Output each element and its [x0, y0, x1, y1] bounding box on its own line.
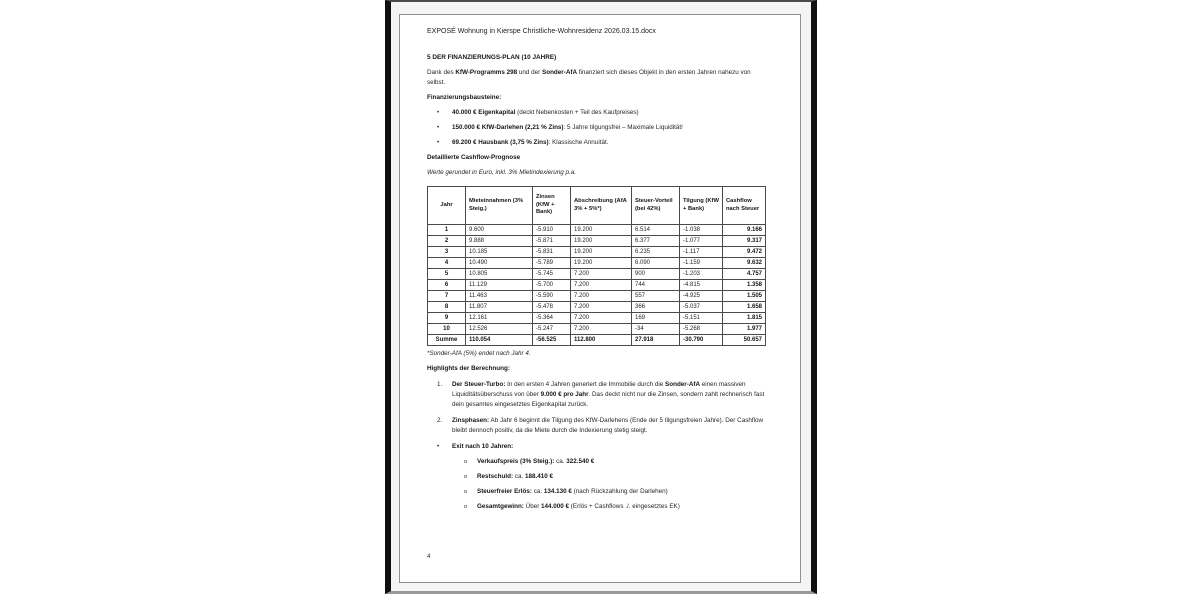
table-cell: 7	[428, 291, 466, 302]
table-row	[428, 269, 766, 280]
table-cell: 27.918	[632, 335, 680, 346]
table-cell: 9.632	[723, 258, 766, 269]
text-segment: Über	[523, 503, 542, 510]
exit-item	[427, 487, 767, 497]
table-cell: 110.054	[466, 335, 533, 346]
table-cell: -1.038	[680, 225, 723, 236]
text-segment: 144.000 €	[541, 503, 570, 510]
table-cell: -1.077	[680, 236, 723, 247]
text-segment: Dank des	[427, 69, 456, 76]
table-row	[428, 324, 766, 335]
text-segment: finanziert sich dieses Objekt in den ersten Jahren nahezu von selbst.	[427, 69, 751, 86]
table-cell: 19.200	[571, 236, 632, 247]
highlights-list	[427, 380, 767, 436]
table-cell: -5.871	[533, 236, 571, 247]
section-heading: 5 DER FINANZIERUNGS-PLAN (10 JAHRE)	[427, 54, 557, 61]
exit-item-text	[477, 472, 767, 482]
cashflow-table-header	[428, 187, 766, 225]
table-cell: -56.525	[533, 335, 571, 346]
text-segment: einen massiven Liquiditätsüberschuss von über	[452, 381, 746, 398]
table-cell: -34	[632, 324, 680, 335]
highlight-item	[427, 416, 767, 436]
bullet-text	[452, 138, 767, 148]
table-cell: 366	[632, 302, 680, 313]
text-segment: Gesamtgewinn:	[477, 503, 524, 510]
document-viewer-frame	[385, 0, 817, 594]
table-cell: 900	[632, 269, 680, 280]
bullet-text	[452, 108, 767, 118]
text-segment: : 5 Jahre tilgungsfrei – Maximale Liquidität!	[563, 124, 683, 131]
table-cell: 7.200	[571, 291, 632, 302]
table-row	[428, 258, 766, 269]
exit-item	[427, 502, 767, 512]
table-cell: 6.235	[632, 247, 680, 258]
exit-item	[427, 457, 767, 467]
table-cell: 10	[428, 324, 466, 335]
table-row	[428, 291, 766, 302]
sub-bullet-marker: o	[464, 504, 468, 510]
table-cell: 9.600	[466, 225, 533, 236]
table-row	[428, 225, 766, 236]
column-header: Jahr	[428, 187, 466, 225]
list-number: 1.	[437, 381, 443, 388]
table-cell: 50.657	[723, 335, 766, 346]
table-cell: 7.200	[571, 313, 632, 324]
text-segment: 134.130 €	[543, 488, 572, 495]
table-row	[428, 280, 766, 291]
highlight-text	[452, 380, 767, 410]
text-segment: ca.	[554, 458, 567, 465]
text-segment: 150.000 € KfW-Darlehen (2,21 % Zins)	[452, 124, 564, 131]
table-cell: 11.463	[466, 291, 533, 302]
table-cell: 9.317	[723, 236, 766, 247]
table-cell: 9.472	[723, 247, 766, 258]
table-cell: -1.117	[680, 247, 723, 258]
cashflow-heading: Detaillierte Cashflow-Prognose	[427, 154, 521, 161]
bullet-marker: •	[437, 139, 440, 146]
text-segment: ca.	[513, 473, 525, 480]
finanzierung-bullet-list	[427, 108, 767, 148]
finanzierung-heading: Finanzierungsbausteine:	[427, 94, 502, 101]
table-cell: 7.200	[571, 280, 632, 291]
table-cell: -5.364	[533, 313, 571, 324]
table-cell: 7.200	[571, 269, 632, 280]
table-cell: 10.185	[466, 247, 533, 258]
table-cell: 4.757	[723, 269, 766, 280]
exit-heading-row	[427, 442, 767, 452]
bullet-marker: •	[437, 109, 440, 116]
table-cell: -5.478	[533, 302, 571, 313]
table-cell: 1	[428, 225, 466, 236]
text-segment: Steuerfreier Erlös:	[477, 488, 532, 495]
table-cell: 1.358	[723, 280, 766, 291]
text-segment: und der	[517, 69, 543, 76]
text-segment: Zinsphasen:	[452, 417, 490, 424]
table-cell: 10.805	[466, 269, 533, 280]
table-cell: -5.037	[680, 302, 723, 313]
table-cell: -4.815	[680, 280, 723, 291]
exit-item-text	[477, 457, 767, 467]
table-cell: -5.831	[533, 247, 571, 258]
table-row	[428, 313, 766, 324]
table-cell: 11.807	[466, 302, 533, 313]
table-row	[428, 302, 766, 313]
text-segment: (Erlös + Cashflows ./. eingesetztes EK)	[569, 503, 680, 510]
intro-paragraph	[427, 68, 767, 88]
text-segment: (deckt Nebenkosten + Teil des Kaufpreises)	[515, 109, 639, 116]
list-item	[427, 108, 767, 118]
list-number: 2.	[437, 417, 443, 424]
list-item	[427, 138, 767, 148]
table-cell: 5	[428, 269, 466, 280]
table-cell: 6.514	[632, 225, 680, 236]
table-cell: Summe	[428, 335, 466, 346]
exit-item	[427, 472, 767, 482]
text-segment: 69.200 € Hausbank (3,75 % Zins)	[452, 139, 549, 146]
document-page	[399, 14, 801, 583]
table-row	[428, 247, 766, 258]
text-segment: Verkaufspreis (3% Steig.):	[477, 458, 555, 465]
table-cell: 3	[428, 247, 466, 258]
bullet-marker: •	[437, 124, 440, 131]
list-item	[427, 123, 767, 133]
table-cell: -5.247	[533, 324, 571, 335]
table-cell: 8	[428, 302, 466, 313]
highlights-heading: Highlights der Berechnung:	[427, 365, 510, 372]
table-cell: 1.505	[723, 291, 766, 302]
column-header: Zinsen (KfW + Bank)	[533, 187, 571, 225]
sub-bullet-marker: o	[464, 489, 468, 495]
table-footnote: *Sonder-AfA (5%) endet nach Jahr 4.	[427, 350, 531, 357]
table-cell: 4	[428, 258, 466, 269]
text-segment: 188.410 €	[524, 473, 553, 480]
table-cell: -1.203	[680, 269, 723, 280]
table-cell: 1.658	[723, 302, 766, 313]
text-segment: Sonder-AfA	[665, 381, 701, 388]
table-cell: -1.159	[680, 258, 723, 269]
table-cell: 12.161	[466, 313, 533, 324]
sub-bullet-marker: o	[464, 474, 468, 480]
text-segment: . Das deckt nicht nur die Zinsen, sondern zahlt rechnerisch fast dein gesamtes eingesetztes Eigenkapital zurück.	[452, 391, 765, 408]
text-segment: In den ersten 4 Jahren generiert die Immobilie durch die	[505, 381, 666, 388]
table-cell: -5.151	[680, 313, 723, 324]
text-segment: 322.540 €	[566, 458, 595, 465]
text-segment: Der Steuer-Turbo:	[452, 381, 506, 388]
table-cell: 9.888	[466, 236, 533, 247]
sub-bullet-marker: o	[464, 459, 468, 465]
document-title: EXPOSÉ Wohnung in Kierspe Christliche-Wohnresidenz 2026.03.15.docx	[427, 28, 656, 35]
table-cell: 169	[632, 313, 680, 324]
table-cell: 10.490	[466, 258, 533, 269]
column-header: Tilgung (KfW + Bank)	[680, 187, 723, 225]
table-cell: 19.200	[571, 247, 632, 258]
cashflow-table	[427, 186, 766, 346]
table-cell: -4.925	[680, 291, 723, 302]
table-cell: 7.200	[571, 302, 632, 313]
bullet-text	[452, 123, 767, 133]
table-cell: -5.590	[533, 291, 571, 302]
page-content	[400, 15, 800, 512]
exit-item-text	[477, 502, 767, 512]
text-segment: Ab Jahr 6 beginnt die Tilgung des KfW-Darlehens (Ende der 5 tilgungsfreien Jahre). Der Cashflow bleibt dennoch positiv, da die Miete durch die Indexierung stetig steigt.	[452, 417, 764, 434]
table-cell: -5.700	[533, 280, 571, 291]
table-cell: -5.789	[533, 258, 571, 269]
exit-list	[427, 457, 767, 512]
table-cell: 12.526	[466, 324, 533, 335]
bullet-marker: •	[437, 443, 440, 450]
table-cell: 557	[632, 291, 680, 302]
cashflow-note: Werte gerundet in Euro, inkl. 3% Mietindexierung p.a.	[427, 169, 576, 176]
column-header: Abschreibung (AfA 3% + 5%*)	[571, 187, 632, 225]
exit-heading: Exit nach 10 Jahren:	[452, 443, 514, 450]
table-row	[428, 236, 766, 247]
exit-item-text	[477, 487, 767, 497]
text-segment: Sonder-AfA	[542, 69, 578, 76]
table-row	[428, 335, 766, 346]
table-cell: 6.377	[632, 236, 680, 247]
table-cell: -5.745	[533, 269, 571, 280]
highlight-item	[427, 380, 767, 410]
table-cell: 112.800	[571, 335, 632, 346]
table-cell: 6.090	[632, 258, 680, 269]
text-segment: 40.000 € Eigenkapital	[452, 109, 516, 116]
text-segment: (nach Rückzahlung der Darlehen)	[571, 488, 668, 495]
table-cell: 2	[428, 236, 466, 247]
table-cell: 9	[428, 313, 466, 324]
table-cell: 11.129	[466, 280, 533, 291]
table-cell: -5.268	[680, 324, 723, 335]
table-cell: 6	[428, 280, 466, 291]
table-cell: 19.200	[571, 258, 632, 269]
table-cell: 19.200	[571, 225, 632, 236]
table-cell: -30.790	[680, 335, 723, 346]
column-header: Cashflow nach Steuer	[723, 187, 766, 225]
table-cell: 1.977	[723, 324, 766, 335]
text-segment: KfW-Programms 298	[455, 69, 518, 76]
column-header: Steuer-Vorteil (bei 42%)	[632, 187, 680, 225]
text-segment: ca.	[531, 488, 544, 495]
column-header: Mieteinnahmen (3% Steig.)	[466, 187, 533, 225]
table-cell: 744	[632, 280, 680, 291]
highlight-text	[452, 416, 767, 436]
table-cell: 9.166	[723, 225, 766, 236]
table-cell: 7.200	[571, 324, 632, 335]
text-segment: Restschuld:	[477, 473, 514, 480]
table-cell: 1.815	[723, 313, 766, 324]
text-segment: : Klassische Annuität.	[548, 139, 609, 146]
text-segment: 9.000 € pro Jahr	[540, 391, 589, 398]
page-number: 4	[427, 553, 431, 560]
table-cell: -5.910	[533, 225, 571, 236]
